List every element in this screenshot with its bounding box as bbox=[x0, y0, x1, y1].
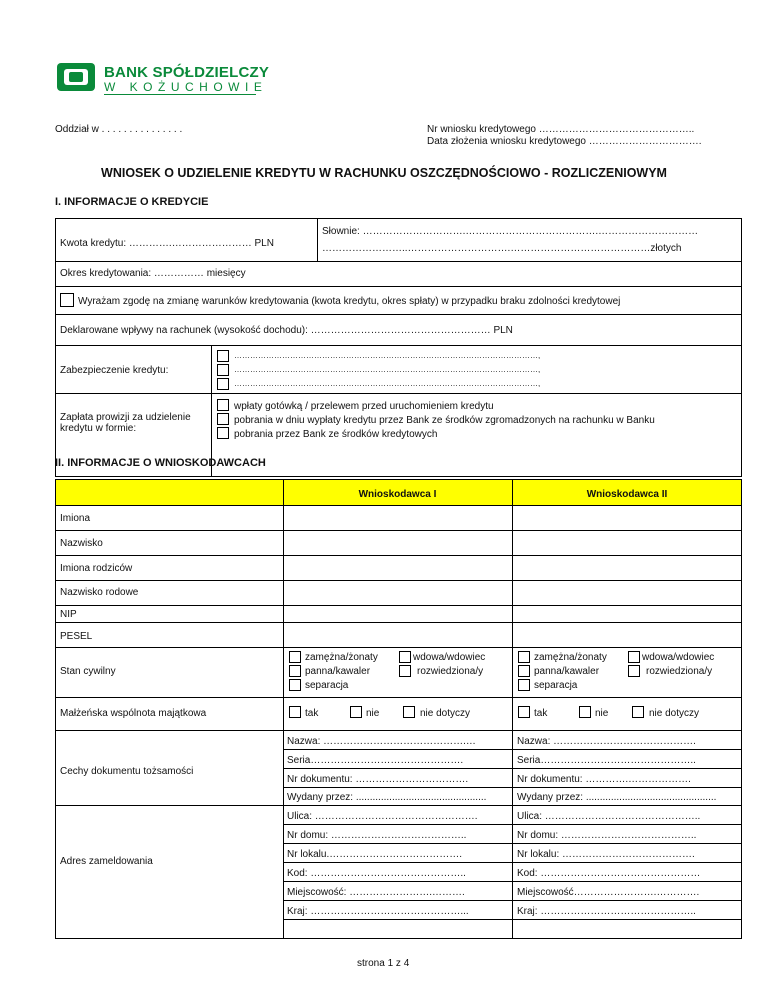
section-1-heading: I. INFORMACJE O KREDYCIE bbox=[55, 196, 209, 208]
page-title: WNIOSEK O UDZIELENIE KREDYTU W RACHUNKU OSZCZĘDNOŚCIOWO - ROZLICZENIOWYM bbox=[101, 166, 667, 180]
marital-widowed-label-2: wdowa/wdowiec bbox=[642, 652, 715, 663]
collateral-line-1[interactable]: ……………………………………………………………………………………………………, bbox=[234, 351, 541, 360]
fee-option-1: wpłaty gotówką / przelewem przed uruchomieniem kredytu bbox=[234, 401, 494, 412]
collateral-line-3[interactable]: ……………………………………………………………………………………………………, bbox=[234, 379, 541, 388]
marital-single-checkbox-2[interactable] bbox=[518, 665, 530, 677]
collateral-line-2[interactable]: ……………………………………………………………………………………………………, bbox=[234, 365, 541, 374]
joint-no-checkbox-2[interactable] bbox=[579, 706, 591, 718]
address-house-field-1[interactable]: Nr domu: ………………………………….. bbox=[287, 830, 467, 841]
joint-no-checkbox-1[interactable] bbox=[350, 706, 362, 718]
marital-divorced-checkbox-2[interactable] bbox=[628, 665, 640, 677]
address-street-field-2[interactable]: Ulica: ……………………………………….. bbox=[517, 811, 701, 822]
address-postcode-field-2[interactable]: Kod: ………………………………………… bbox=[517, 868, 701, 879]
marital-married-checkbox-2[interactable] bbox=[518, 651, 530, 663]
marital-single-label-1: panna/kawaler bbox=[305, 666, 371, 677]
id-name-field-2[interactable]: Nazwa: ……………………………………. bbox=[517, 736, 696, 747]
collateral-checkbox-1[interactable] bbox=[217, 350, 229, 362]
marital-separated-label-2: separacja bbox=[534, 680, 578, 691]
joint-yes-checkbox-2[interactable] bbox=[518, 706, 530, 718]
address-flat-field-2[interactable]: Nr lokalu: …………………………………. bbox=[517, 849, 695, 860]
fee-label-2: kredytu w formie: bbox=[60, 423, 137, 434]
marital-divorced-label-1: rozwiedziona/y bbox=[417, 666, 484, 677]
joint-na-checkbox-1[interactable] bbox=[403, 706, 415, 718]
joint-yes-checkbox-1[interactable] bbox=[289, 706, 301, 718]
fee-label-1: Zapłata prowizji za udzielenie bbox=[60, 412, 191, 423]
address-postcode-field-1[interactable]: Kod: ……………………………………….. bbox=[287, 868, 466, 879]
collateral-label: Zabezpieczenie kredytu: bbox=[60, 365, 169, 376]
joint-property-label: Małżeńska wspólnota majątkowa bbox=[60, 708, 207, 719]
section-2-heading: II. INFORMACJE O WNIOSKODAWCACH bbox=[55, 457, 266, 469]
collateral-checkbox-2[interactable] bbox=[217, 364, 229, 376]
bank-name: BANK SPÓŁDZIELCZY bbox=[104, 64, 270, 81]
application-date-field: Data złożenia wniosku kredytowego ……………………………. bbox=[427, 136, 702, 147]
row-pesel: PESEL bbox=[60, 631, 93, 642]
applicant-2-header: Wnioskodawca II bbox=[586, 489, 668, 500]
fee-option-checkbox-1[interactable] bbox=[217, 399, 229, 411]
fee-option-3: pobrania przez Bank ze środków kredytowych bbox=[234, 429, 438, 440]
consent-checkbox[interactable] bbox=[60, 293, 74, 307]
credit-amount-field[interactable]: Kwota kredytu: ………….…………………… PLN bbox=[60, 238, 274, 249]
page-number: strona 1 z 4 bbox=[357, 958, 410, 969]
address-city-field-2[interactable]: Miejscowość…………………….…………. bbox=[517, 887, 700, 898]
address-label: Adres zameldowania bbox=[60, 856, 153, 867]
row-parents-names: Imiona rodziców bbox=[60, 563, 133, 574]
joint-na-label-2: nie dotyczy bbox=[649, 708, 700, 719]
row-first-names: Imiona bbox=[60, 513, 91, 524]
joint-no-label-1: nie bbox=[366, 708, 380, 719]
marital-single-label-2: panna/kawaler bbox=[534, 666, 600, 677]
marital-married-checkbox-1[interactable] bbox=[289, 651, 301, 663]
consent-text: Wyrażam zgodę na zmianę warunków kredytowania (kwota kredytu, okres spłaty) w przypadku braku zdolności kredytowej bbox=[78, 296, 621, 307]
logo-underline bbox=[104, 94, 256, 95]
address-house-field-2[interactable]: Nr domu: ………………………………….. bbox=[517, 830, 697, 841]
credit-amount-words-line2[interactable]: ……………………..………………………….……………………………………złotych bbox=[322, 243, 682, 254]
id-issued-by-field-1[interactable]: Wydany przez: ............................................... bbox=[287, 792, 487, 803]
credit-amount-words-field[interactable]: Słownie: ………………………….………………………………….………………………… bbox=[322, 226, 699, 237]
address-country-field-1[interactable]: Kraj: ………………………………………... bbox=[287, 906, 469, 917]
marital-separated-label-1: separacja bbox=[305, 680, 349, 691]
marital-divorced-label-2: rozwiedziona/y bbox=[646, 666, 713, 677]
row-surname: Nazwisko bbox=[60, 538, 103, 549]
marital-single-checkbox-1[interactable] bbox=[289, 665, 301, 677]
address-country-field-2[interactable]: Kraj: ……………………………………….. bbox=[517, 906, 696, 917]
application-number-field: Nr wniosku kredytowego ……………………………………….. bbox=[427, 124, 695, 135]
declared-income-field[interactable]: Deklarowane wpływy na rachunek (wysokość dochodu): ……………………………………………… PLN bbox=[60, 325, 513, 336]
marital-married-label-2: zamężna/żonaty bbox=[534, 652, 607, 663]
id-number-field-1[interactable]: Nr dokumentu: ……………………………. bbox=[287, 774, 469, 785]
bank-logo-icon bbox=[57, 63, 95, 91]
marital-married-label-1: zamężna/żonaty bbox=[305, 652, 378, 663]
id-number-field-2[interactable]: Nr dokumentu: ………….………………. bbox=[517, 774, 691, 785]
collateral-checkbox-3[interactable] bbox=[217, 378, 229, 390]
fee-option-2: pobrania w dniu wypłaty kredytu przez Bank ze środków zgromadzonych na rachunku w Banku bbox=[234, 415, 655, 426]
fee-option-checkbox-3[interactable] bbox=[217, 427, 229, 439]
bank-location: W KOŻUCHOWIE bbox=[104, 80, 268, 94]
id-issued-by-field-2[interactable]: Wydany przez: ............................................... bbox=[517, 792, 717, 803]
address-flat-field-1[interactable]: Nr lokalu.…………………………………. bbox=[287, 849, 463, 860]
joint-no-label-2: nie bbox=[595, 708, 609, 719]
marital-widowed-checkbox-2[interactable] bbox=[628, 651, 640, 663]
id-series-field-2[interactable]: Seria……………………………………….. bbox=[517, 755, 696, 766]
marital-status-label: Stan cywilny bbox=[60, 666, 116, 677]
applicant-1-header: Wnioskodawca I bbox=[358, 489, 437, 500]
id-name-field-1[interactable]: Nazwa: …………………………………….… bbox=[287, 736, 476, 747]
joint-na-label-1: nie dotyczy bbox=[420, 708, 471, 719]
row-nip: NIP bbox=[60, 609, 77, 620]
row-maiden-name: Nazwisko rodowe bbox=[60, 587, 139, 598]
credit-period-field[interactable]: Okres kredytowania: …………… miesięcy bbox=[60, 268, 246, 279]
marital-divorced-checkbox-1[interactable] bbox=[399, 665, 411, 677]
address-city-field-1[interactable]: Miejscowość: …………………….………. bbox=[287, 887, 465, 898]
joint-na-checkbox-2[interactable] bbox=[632, 706, 644, 718]
address-street-field-1[interactable]: Ulica: …………………………………………. bbox=[287, 811, 478, 822]
marital-separated-checkbox-1[interactable] bbox=[289, 679, 301, 691]
id-document-label: Cechy dokumentu tożsamości bbox=[60, 766, 194, 777]
joint-yes-label-2: tak bbox=[534, 708, 548, 719]
marital-widowed-label-1: wdowa/wdowiec bbox=[413, 652, 486, 663]
marital-separated-checkbox-2[interactable] bbox=[518, 679, 530, 691]
joint-yes-label-1: tak bbox=[305, 708, 319, 719]
branch-field: Oddział w . . . . . . . . . . . . . . . bbox=[55, 124, 183, 135]
marital-widowed-checkbox-1[interactable] bbox=[399, 651, 411, 663]
id-series-field-1[interactable]: Seria………………………………………. bbox=[287, 755, 464, 766]
fee-option-checkbox-2[interactable] bbox=[217, 413, 229, 425]
